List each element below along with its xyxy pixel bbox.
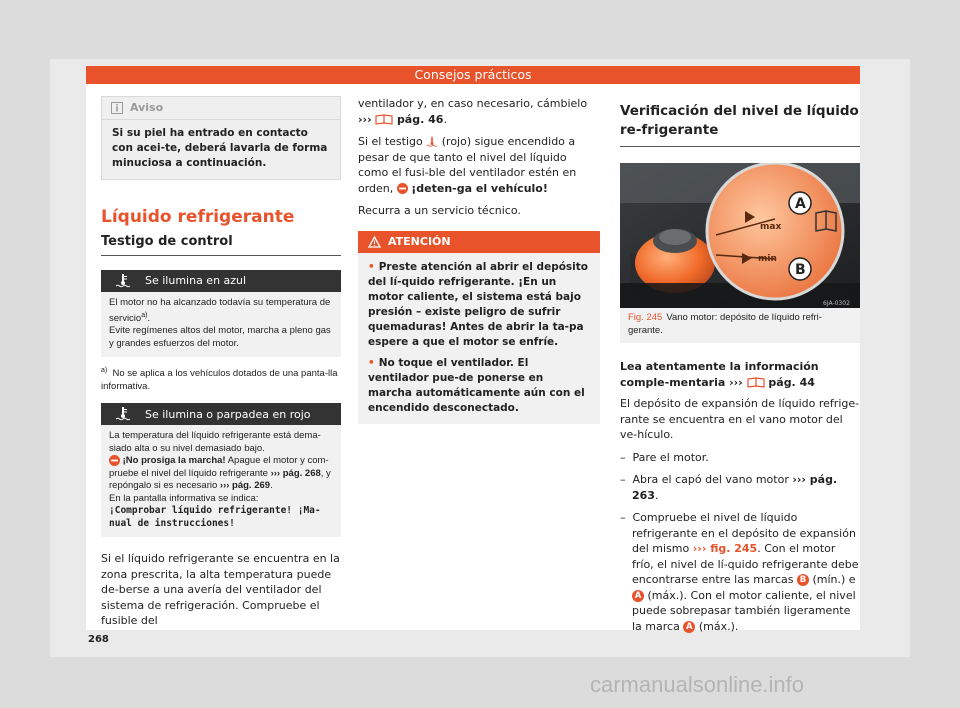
stop-warning: ¡No prosiga la marcha! — [122, 455, 226, 467]
aviso-box — [101, 96, 341, 180]
fig-label-a: A — [795, 196, 806, 212]
mark-b: B — [797, 574, 809, 586]
section-subtitle: Testigo de control — [101, 234, 341, 257]
table-blue: Se ilumina en azul El motor no ha alcanzado todavía su temperatura de servicio$^{a)}$. Evite regímenes altos del motor, marcha a pleno gas y grandes esfuerzos del motor. — [101, 270, 341, 357]
subsection-title: Verificación del nivel de líquido re-frigerante — [620, 102, 860, 147]
table-red-header: Se ilumina o parpadea en rojo — [145, 407, 311, 421]
table-red-text1: La temperatura del líquido refrigerante está dema-siado alta o su nivel demasiado bajo. — [109, 430, 321, 454]
engine-bay-photo — [620, 163, 860, 308]
column-right — [620, 96, 860, 641]
book-icon — [747, 377, 765, 388]
page-ref-269[interactable]: ››› pág. 269 — [219, 480, 271, 492]
service-text: Recurra a un servicio técnico. — [358, 204, 521, 217]
warning-triangle-icon — [368, 236, 381, 248]
instruction-heading: Lea atentamente la información comple-mentaria ››› pág. 44 — [620, 360, 819, 389]
table-blue-text2: Evite regímenes altos del motor, marcha a pleno gas y grandes esfuerzos del motor. — [109, 325, 331, 349]
footnote-ref: a) — [141, 311, 148, 319]
aviso-text: Si su piel ha entrado en contacto con acei-te, deberá lavarla de forma minuciosa a continuación. — [112, 127, 328, 169]
aviso-title: Aviso — [130, 101, 164, 115]
footnote: $^{a)}$ No se aplica a los vehículos dotados de una panta-lla informativa. — [101, 367, 338, 392]
fig-label-b: B — [795, 262, 806, 278]
page-ref-263[interactable]: ››› pág. 263 — [632, 473, 838, 502]
intro-paragraph: El depósito de expansión de líquido refrige-rante se encuentra en el vano motor del ve-hículo. — [620, 397, 860, 441]
book-icon — [375, 114, 393, 125]
fig-max-label: max — [760, 222, 782, 232]
column-left — [101, 96, 341, 636]
page-ref-268[interactable]: ››› pág. 268 — [270, 467, 321, 479]
step-2: – Abra el capó del vano motor ››› pág. 263. — [620, 473, 838, 502]
figure-caption: Fig. 245 Vano motor: depósito de líquido refri-gerante. — [620, 308, 860, 343]
atencion-bullet-2: • No toque el ventilador. El ventilador pue-de ponerse en marcha automáticamente aún con el encendido desconectado. — [368, 356, 585, 414]
atencion-bullet-1: • Preste atención al abrir el depósito del lí-quido refrigerante. ¡En un motor caliente, el sistema está bajo presión – existe peligro de sufrir quemaduras! Antes de abrir la ta-pa espere a que el motor se enfríe. — [368, 260, 589, 348]
stop-icon — [397, 183, 408, 194]
fig-ref-245[interactable]: ››› fig. 245 — [692, 542, 758, 555]
atencion-title: ATENCIÓN — [388, 234, 451, 248]
fig-code: 6JA-0302 — [823, 300, 850, 307]
page-number: 268 — [88, 634, 109, 645]
figure-245 — [620, 163, 860, 308]
display-message: ¡Comprobar líquido refrigerante! ¡Ma-nual de instrucciones! — [109, 505, 321, 529]
page-ref-44[interactable]: pág. 44 — [768, 375, 815, 389]
stop-icon — [109, 455, 120, 466]
coolant-temperature-icon — [426, 136, 438, 148]
coolant-temperature-icon — [115, 274, 131, 288]
table-blue-header: Se ilumina en azul — [145, 274, 247, 288]
atencion-box — [358, 231, 600, 424]
fig-min-label: min — [758, 254, 777, 264]
page-ref-46[interactable]: pág. 46 — [396, 112, 444, 126]
column-middle: ventilador y, en caso necesario, cámbielo ››› pág. 46. Si el testigo (rojo) sigue encendido a pesar de que tanto el nivel del líquido como el fusi-ble del ventilador estén en orden, ¡deten-ga el vehículo! Recurra a un servicio técnico. ATENCIÓN • Preste atención al abrir el depósito del lí-quido refrigerante. ¡En un motor caliente, el sistema está bajo presión – existe peligro de sufrir quemaduras! Antes de abrir la ta-pa espere a que el motor se enfríe. • No toque el ventilador. El ventilador pue-de ponerse en marcha automáticamente aún con el encendido desconectado. — [358, 96, 600, 424]
step-3: – Compruebe el nivel de líquido refrigerante en el depósito de expansión del mismo ››› fig. 245. Con el motor frío, el nivel de lí-quido refrigerante debe encontrarse entre las marcas B (mín.) e A (máx.). Con el motor caliente, el nivel puede sobrepasar también ligeramente la marca A (máx.). — [620, 511, 859, 633]
paragraph: Si el líquido refrigerante se encuentra en la zona prescrita, la alta temperatura puede de-berse a una avería del ventilador del sistema de refrigeración. Compruebe el fusible del — [101, 552, 340, 628]
table-red: Se ilumina o parpadea en rojo La temperatura del líquido refrigerante está dema-siado alta o su nivel demasiado bajo. ¡No prosiga la marcha! Apague el motor y com-pruebe el nivel del líquido refrigerante ››› pág. 268, y repóngalo si es necesario ››› pág. 269. En la pantalla informativa se indica: ¡Comprobar líquido refrigerante! ¡Ma-nual de instrucciones! — [101, 403, 341, 537]
info-icon — [111, 102, 123, 114]
coolant-temperature-icon — [115, 407, 131, 421]
mark-a: A — [632, 590, 644, 602]
table-blue-text1: El motor no ha alcanzado todavía su temperatura de servicio — [109, 297, 331, 324]
section-title: Líquido refrigerante — [101, 207, 295, 227]
mark-a: A — [683, 621, 695, 633]
page-header: Consejos prácticos — [86, 66, 860, 84]
watermark: carmanualsonline.info — [590, 672, 805, 697]
step-1: – Pare el motor. — [620, 450, 709, 464]
